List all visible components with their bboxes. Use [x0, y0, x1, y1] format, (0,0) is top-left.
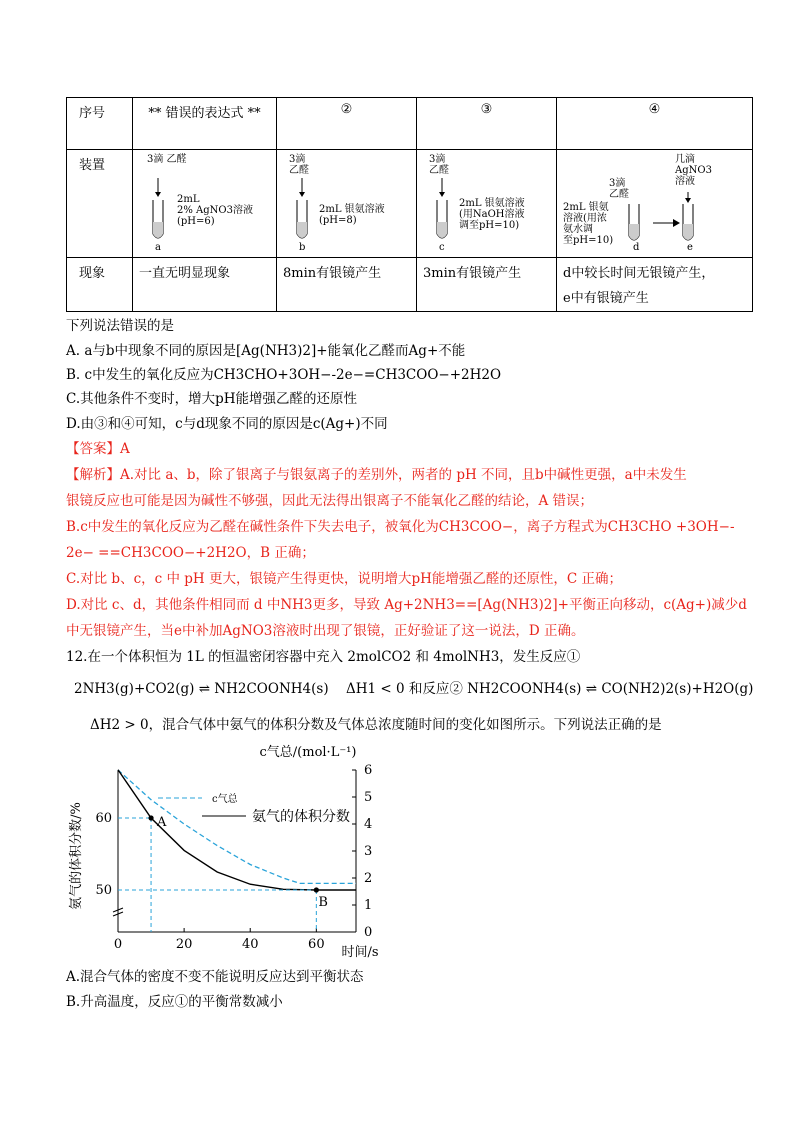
solution-label: 2mL 银氨溶液 (pH=8) — [319, 204, 385, 226]
equation-1: 2NH3(g)+CO2(g) ⇌ NH2COONH4(s) — [74, 681, 329, 697]
solution-label: 2mL 2% AgNO3溶液 (pH=6) — [177, 194, 253, 227]
solution-label: 2mL 银氨溶液 (用NaOH溶液 调至pH=10) — [459, 198, 525, 231]
x-tick-label: 40 — [241, 937, 259, 952]
phenomenon-cell: 一直无明显现象 — [133, 258, 277, 312]
phenomenon-cell: 8min有银镜产生 — [277, 258, 417, 312]
option-a: A. a与b中现象不同的原因是[Ag(NH3)2]+能氧化乙醛而Ag+不能 — [66, 343, 466, 359]
point-label: B — [318, 895, 328, 910]
header-cell: ② — [277, 98, 417, 150]
legend-label-concentration: c气总 — [212, 794, 238, 805]
analysis-line: 2e− ==CH3COO−+2H2O，B 正确； — [66, 545, 315, 561]
y2-tick-label: 0 — [364, 925, 373, 940]
test-tube-icon — [149, 178, 179, 244]
y2-tick-label: 5 — [364, 790, 373, 805]
option-b: B. c中发生的氧化反应为CH3CHO+3OH−-2e−=CH3COO−+2H2O — [66, 367, 502, 383]
drop-label: 3滴 乙醛 — [429, 154, 449, 176]
legend-label-nh3: 氨气的体积分数 — [252, 809, 350, 825]
y2-tick-label: 6 — [364, 763, 373, 778]
header-cell: ③ — [417, 98, 557, 150]
y2-tick-label: 3 — [364, 844, 373, 859]
header-cell: ** 错误的表达式 ** — [133, 98, 277, 150]
option-a: A.混合气体的密度不变不能说明反应达到平衡状态 — [66, 969, 364, 985]
equation-2: ΔH1 < 0 和反应② NH2COONH4(s) ⇌ CO(NH2)2(s)+H2O(g) — [346, 681, 754, 697]
analysis-line: C.对比 b、c，c 中 pH 更大，银镜产生得更快，说明增大pH能增强乙醛的还原性，C 正确； — [66, 571, 623, 587]
drop-label: 3滴 乙醛 — [609, 178, 629, 200]
option-d: D.由③和④可知，c与d现象不同的原因是c(Ag+)不同 — [66, 416, 388, 432]
device-b — [277, 150, 417, 258]
analysis-line: B.c中发生的氧化反应为乙醛在碱性条件下失去电子，被氧化为CH3COO−，离子方程式为CH3CHO +3OH−- — [66, 519, 735, 535]
y2-axis-label: c气总/(mol·L⁻¹) — [259, 745, 357, 760]
series-line-nh3 — [118, 770, 356, 890]
y-tick-label: 60 — [95, 811, 112, 826]
y2-tick-label: 4 — [364, 817, 373, 832]
phenomenon-cell — [557, 258, 753, 312]
tube-letter: a — [155, 242, 161, 253]
solution-label: 2mL 银氨 溶液(用浓 氨水调 至pH=10) — [563, 202, 614, 246]
drop-label: 3滴 乙醛 — [289, 154, 309, 176]
point-label: A — [157, 815, 167, 830]
tube-letter: e — [687, 242, 693, 253]
question-stem: 12.在一个体积恒为 1L 的恒温密闭容器中充入 2molCO2 和 4molNH3，发生反应① — [66, 649, 581, 665]
analysis-line: 银镜反应也可能是因为碱性不够强，因此无法得出银离子不能氧化乙醛的结论，A 错误； — [66, 493, 594, 509]
x-axis-label: 时间/s — [341, 945, 379, 960]
tube-letter: d — [633, 242, 640, 253]
header-cell: ④ — [557, 98, 753, 150]
phenomenon-line: d中较长时间无银镜产生， — [563, 266, 715, 281]
device-c — [417, 150, 557, 258]
y-tick-label: 50 — [95, 883, 112, 898]
analysis-line: 【解析】A.对比 a、b，除了银离子与银氨离子的差别外，两者的 pH 不同，且b中碱性更强，a中未发生 — [66, 467, 687, 483]
question-stem: ΔH2 > 0，混合气体中氨气的体积分数及气体总浓度随时间的变化如图所示。下列说法正确的是 — [90, 717, 662, 733]
drop-label: 几滴 AgNO3 溶液 — [675, 154, 712, 187]
option-b: B.升高温度，反应①的平衡常数减小 — [66, 994, 283, 1010]
question-prompt: 下列说法错误的是 — [66, 318, 174, 334]
data-point — [148, 815, 153, 820]
device-a — [133, 150, 277, 258]
experiment-table — [66, 97, 753, 312]
analysis-line: 中无银镜产生，当e中补加AgNO3溶液时出现了银镜，正好验证了这一说法，D 正确。 — [66, 623, 585, 639]
arrow-icon — [653, 218, 681, 228]
option-c: C.其他条件不变时，增大pH能增强乙醛的还原性 — [66, 391, 358, 407]
x-tick-label: 20 — [175, 937, 193, 952]
answer: 【答案】A — [66, 441, 130, 457]
x-tick-label: 0 — [113, 937, 123, 952]
x-tick-label: 60 — [308, 937, 325, 952]
phenomenon-line: e中有银镜产生 — [563, 291, 649, 306]
series-line-concentration — [118, 770, 356, 883]
concentration-chart — [60, 740, 420, 970]
y-axis-label: 氨气的体积分数/% — [69, 802, 84, 910]
tube-letter: b — [299, 242, 306, 253]
phenomenon-label: 现象 — [67, 258, 133, 312]
header-cell: 序号 — [67, 98, 133, 150]
device-d-e — [557, 150, 753, 258]
drop-label: 3滴 乙醛 — [147, 154, 187, 165]
analysis-line: D.对比 c、d，其他条件相同而 d 中NH3更多，导致 Ag+2NH3==[Ag(NH3)2]+平衡正向移动，c(Ag+)减少d — [66, 597, 747, 613]
y2-tick-label: 2 — [364, 871, 373, 886]
device-label: 装置 — [67, 150, 133, 258]
phenomenon-cell: 3min有银镜产生 — [417, 258, 557, 312]
data-point — [314, 887, 319, 892]
y2-tick-label: 1 — [364, 898, 373, 913]
tube-letter: c — [439, 242, 445, 253]
